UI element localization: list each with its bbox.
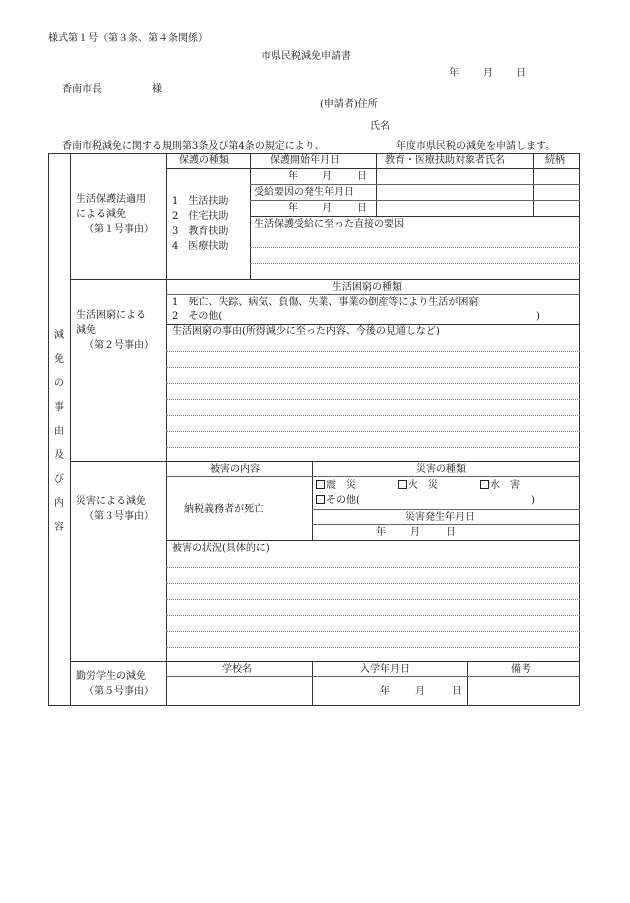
s1-type-medical: 4 医療扶助 xyxy=(172,241,229,252)
section3-label-line2: （第３号事由） xyxy=(84,511,154,522)
s3-dotted6 xyxy=(166,647,580,648)
s2-type-header: 生活困窮の種類 xyxy=(332,282,402,293)
section5-label-line2: （第５号事由） xyxy=(84,686,154,697)
section1-label-line2: による減免 xyxy=(76,209,126,220)
s2-dotted4 xyxy=(166,399,580,400)
statement-suffix: 年度市県民税の減免を申請します。 xyxy=(396,141,556,152)
s1-row1 xyxy=(250,184,580,185)
s3-dotted3 xyxy=(166,599,580,600)
s5-enroll-year: 年 xyxy=(380,686,390,697)
s5-enroll-day: 日 xyxy=(452,686,462,697)
s3-dotted4 xyxy=(166,615,580,616)
table-bottom-border xyxy=(48,705,580,706)
s3-disaster-type-header: 災害の種類 xyxy=(416,464,466,475)
form-title: 市県民税減免申請書 xyxy=(261,51,351,62)
addressee: 香南市長 xyxy=(62,84,102,95)
section3-bottom xyxy=(70,661,580,662)
s3-opt-quake[interactable]: 震 災 xyxy=(316,480,356,492)
statement-prefix: 香南市税減免に関する規則第3条及び第4条の規定により、 xyxy=(62,141,325,152)
s1-row3 xyxy=(250,216,580,217)
section2-label-line3: （第２号事由） xyxy=(84,340,154,351)
s2-dotted1 xyxy=(166,351,580,352)
applicant-name-label: 氏名 xyxy=(370,121,390,132)
section2-label-line1: 生活困窮による xyxy=(76,310,146,321)
s2-option2-close: ) xyxy=(536,311,540,322)
s3-occurrence-month: 月 xyxy=(410,527,420,538)
checkbox-icon[interactable] xyxy=(480,480,489,489)
side-label: 減 免 の 事 由 及 び 内 容 xyxy=(54,330,64,533)
s1-start-year: 年 xyxy=(288,171,298,182)
table-left-border xyxy=(48,153,49,706)
s3-type-bottom xyxy=(312,509,580,510)
s3-damage-content-header: 被害の内容 xyxy=(210,464,260,475)
s3-header-bottom xyxy=(166,476,580,477)
checkbox-icon[interactable] xyxy=(398,480,407,489)
s3-date-header-bottom xyxy=(312,524,580,525)
date-month-label: 月 xyxy=(483,68,493,79)
s2-dotted2 xyxy=(166,367,580,368)
side-label-divider xyxy=(70,153,71,706)
table-right-border xyxy=(579,153,580,706)
s3-col-divider xyxy=(312,461,313,541)
section1-label-line1: 生活保護法適用 xyxy=(76,194,146,205)
s1-cause-date-label: 受給要因の発生年月日 xyxy=(254,187,354,198)
s1-dotted1 xyxy=(250,247,580,248)
section1-bottom xyxy=(70,279,580,280)
s1-type-education: 3 教育扶助 xyxy=(172,226,229,237)
s2-header-bottom xyxy=(166,294,580,295)
section3-label-line1: 災害による減免 xyxy=(76,496,146,507)
applicant-address-label: (申請者)住所 xyxy=(320,99,378,110)
s1-col-target-header: 教育・医療扶助対象者氏名 xyxy=(385,155,505,166)
s1-start-day: 日 xyxy=(357,171,367,182)
s1-cause-year: 年 xyxy=(288,203,298,214)
s3-occurrence-year: 年 xyxy=(376,527,386,538)
checkbox-icon[interactable] xyxy=(316,480,325,489)
s1-cause-day: 日 xyxy=(357,203,367,214)
s2-dotted5 xyxy=(166,415,580,416)
s2-dotted7 xyxy=(166,447,580,448)
s1-col-type-header: 保護の種類 xyxy=(179,155,229,166)
section5-label-line1: 勤労学生の減免 xyxy=(76,671,146,682)
s2-dotted6 xyxy=(166,431,580,432)
s2-option2: 2 その他( xyxy=(172,311,223,322)
s1-header-bottom xyxy=(166,168,580,169)
s3-damage-content-value: 納税義務者が死亡 xyxy=(184,504,264,515)
s3-opt-fire[interactable]: 火 災 xyxy=(398,480,438,492)
s3-situation-label: 被害の状況(具体的に) xyxy=(172,543,270,554)
s2-reason-label: 生活困窮の事由(所得減少に至った内容、今後の見通しなど) xyxy=(172,326,440,337)
s2-options-bottom xyxy=(166,324,580,325)
date-day-label: 日 xyxy=(516,68,526,79)
s3-dotted5 xyxy=(166,631,580,632)
s3-occurrence-date-header: 災害発生年月日 xyxy=(405,512,475,523)
s5-school-header: 学校名 xyxy=(222,664,252,675)
s3-dotted2 xyxy=(166,583,580,584)
s1-dotted2 xyxy=(250,263,580,264)
s1-row2 xyxy=(250,200,580,201)
s1-direct-cause-label: 生活保護受給に至った直接の要因 xyxy=(254,219,404,230)
s5-enroll-month: 月 xyxy=(415,686,425,697)
s2-dotted3 xyxy=(166,383,580,384)
s1-start-month: 月 xyxy=(322,171,332,182)
section1-label-line3: （第１号事由） xyxy=(84,224,154,235)
s3-upper-bottom xyxy=(166,540,580,541)
addressee-suffix: 様 xyxy=(152,84,162,95)
s3-opt-flood[interactable]: 水 害 xyxy=(480,480,520,492)
s5-col-divider1 xyxy=(312,661,313,706)
s1-col-start-header: 保護開始年月日 xyxy=(270,155,340,166)
form-number: 様式第１号（第３条、第４条関係） xyxy=(48,33,208,44)
s5-remarks-header: 備考 xyxy=(511,664,531,675)
s2-option1: 1 死亡、失踪、病気、負傷、失業、事業の倒産等により生活が困窮 xyxy=(172,297,479,308)
s3-dotted1 xyxy=(166,567,580,568)
s1-col-relation-header: 続柄 xyxy=(545,155,565,166)
s5-enroll-header: 入学年月日 xyxy=(360,664,410,675)
date-year-label: 年 xyxy=(449,68,459,79)
s1-cause-month: 月 xyxy=(322,203,332,214)
table-top-border xyxy=(48,153,580,154)
s3-occurrence-day: 日 xyxy=(446,527,456,538)
s1-type-housing: 2 住宅扶助 xyxy=(172,211,229,222)
s3-opt-other[interactable]: その他( xyxy=(316,495,360,507)
checkbox-icon[interactable] xyxy=(316,495,325,504)
s5-header-bottom xyxy=(166,676,580,677)
section2-bottom xyxy=(70,461,580,462)
s5-col-divider2 xyxy=(467,661,468,706)
s1-type-living: 1 生活扶助 xyxy=(172,196,229,207)
label-column-divider xyxy=(166,153,167,706)
s3-opt-other-close: ) xyxy=(531,495,535,506)
section2-label-line2: 減免 xyxy=(76,325,96,336)
